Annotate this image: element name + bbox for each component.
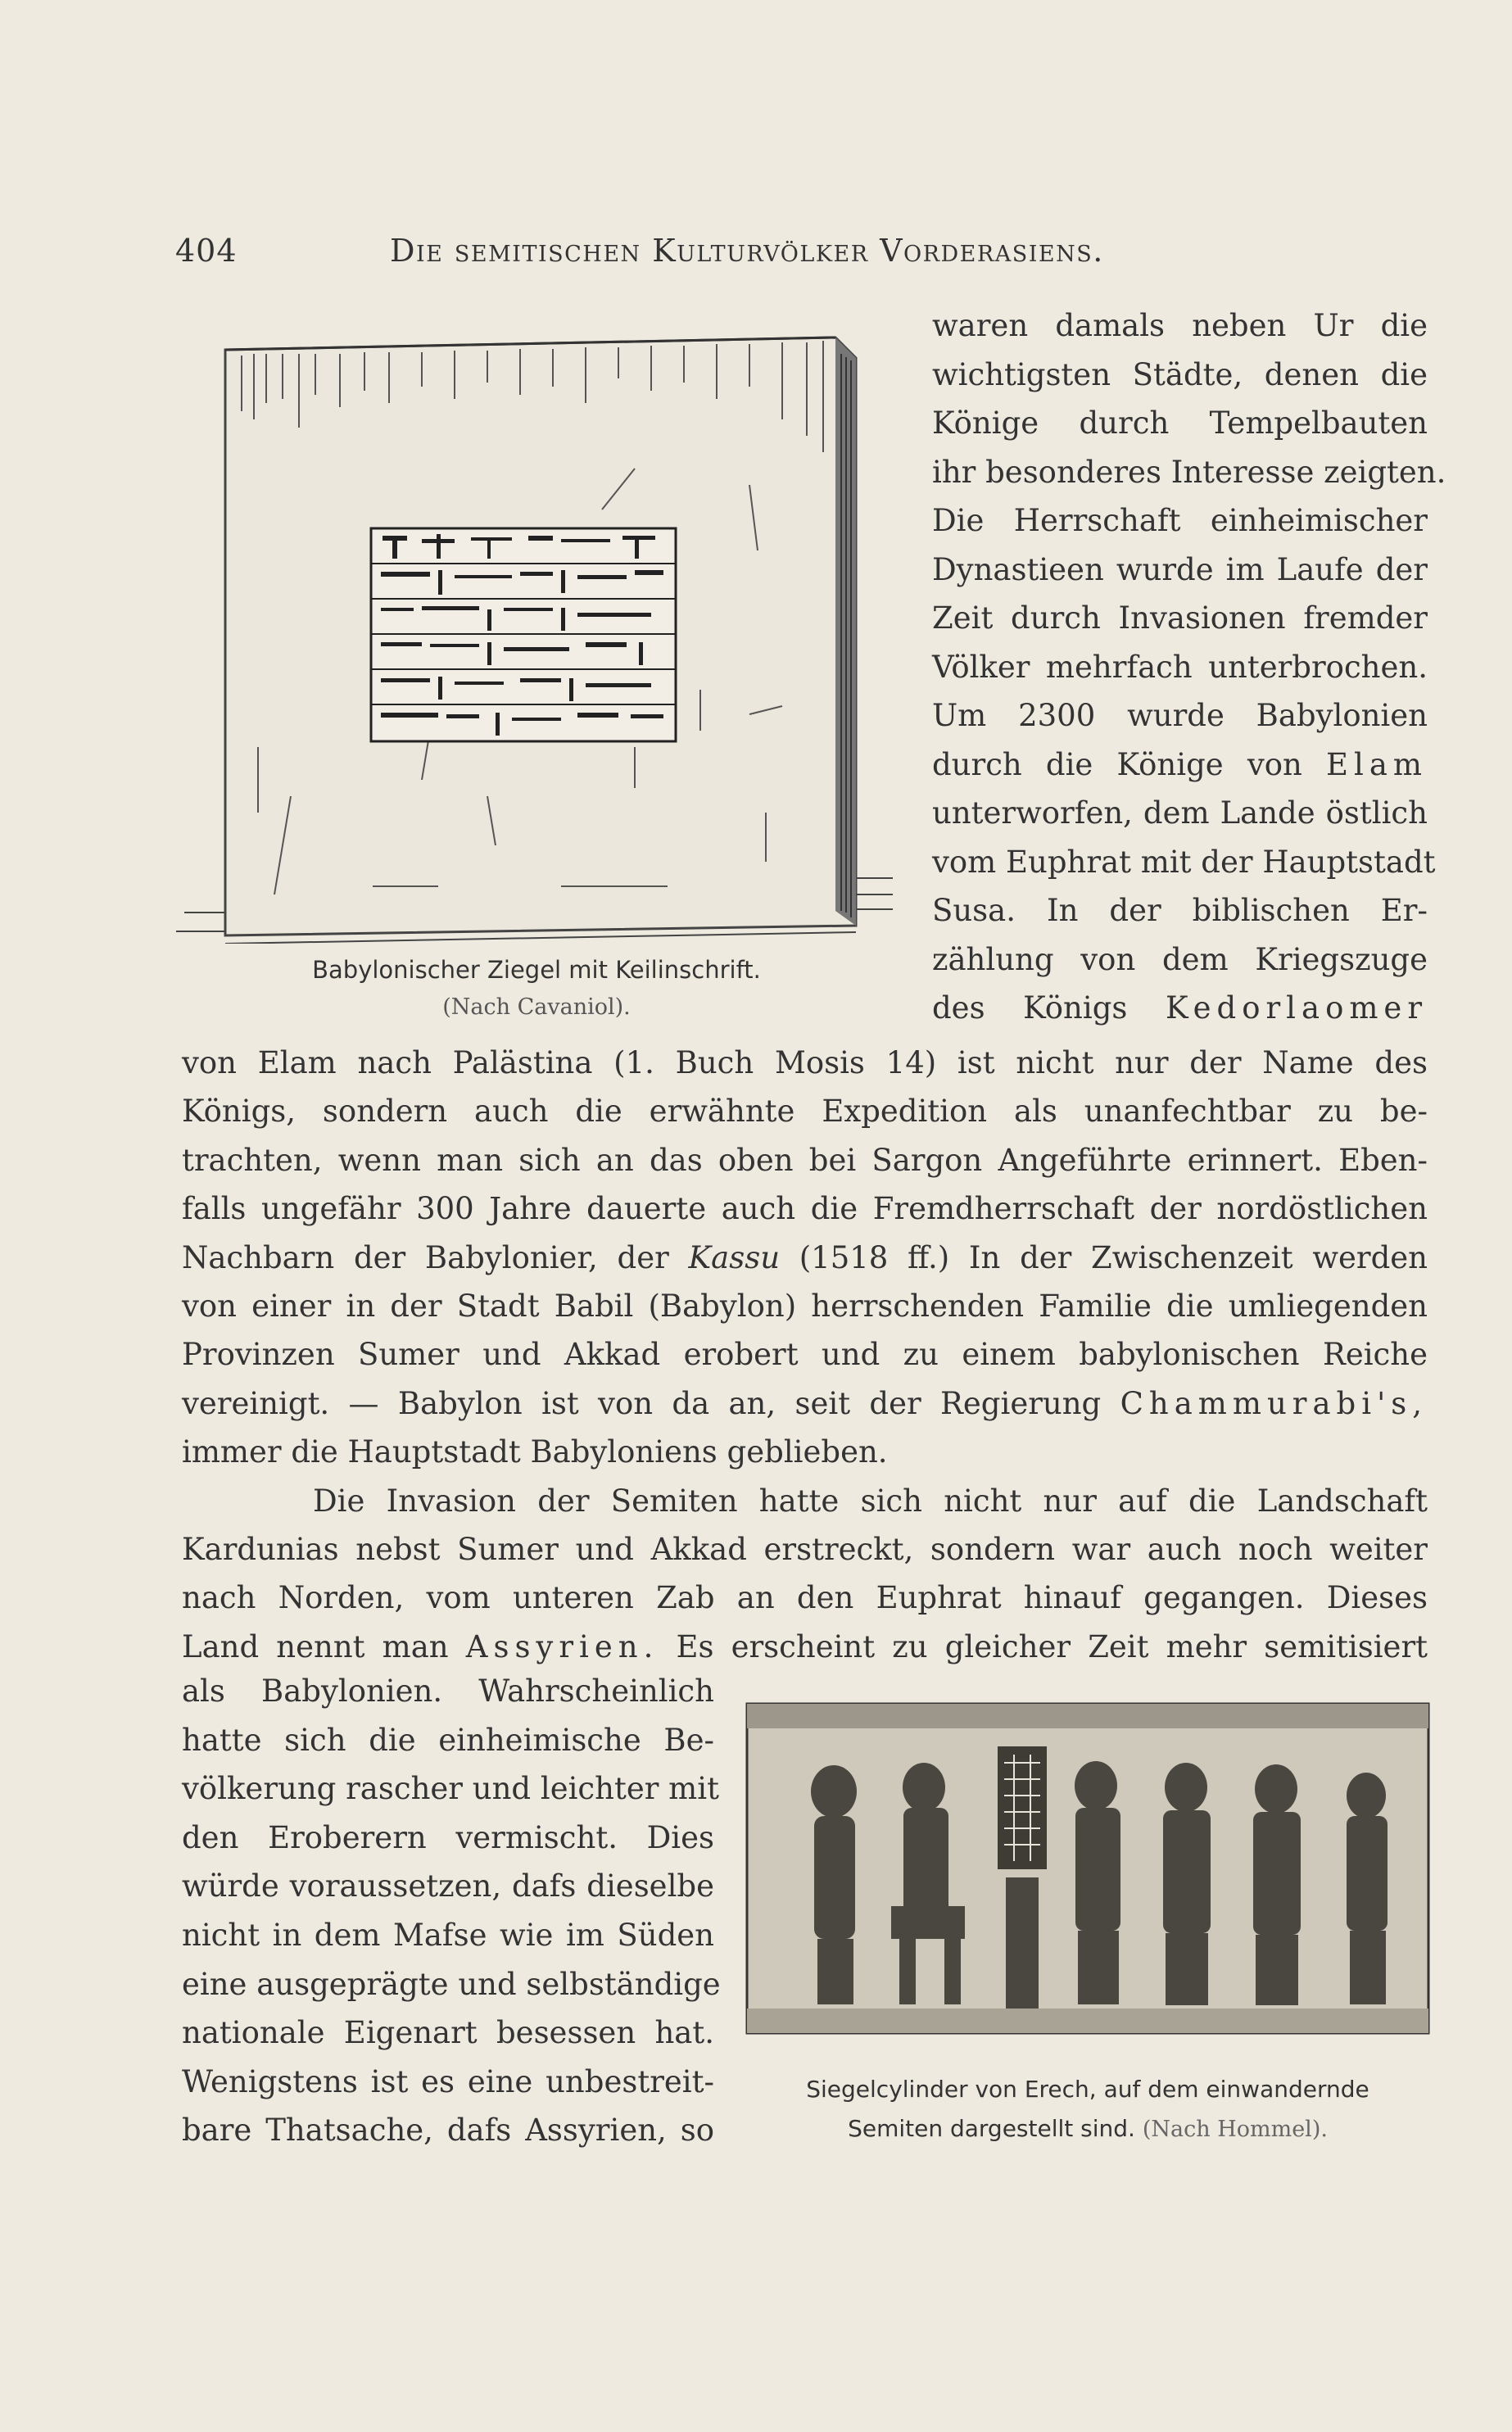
text-line: Wenigstens ist es eine unbestreit-	[182, 2063, 714, 2099]
text-line: von einer in der Stadt Babil (Babylon) herrschenden Familie die umliegenden	[182, 1288, 1428, 1324]
text-line: Die Herrschaft einheimischer	[932, 503, 1428, 538]
text-line: nach Norden, vom unteren Zab an den Euphrat hinauf gegangen. Dieses	[182, 1580, 1428, 1616]
text-line: vom Euphrat mit der Hauptstadt	[932, 844, 1436, 880]
text-line: ihr besonderes Interesse zeigten.	[932, 454, 1446, 490]
text-line: völkerung rascher und leichter mit	[182, 1771, 719, 1807]
figure-seal-cylinder	[744, 1697, 1432, 2156]
text-line: den Eroberern vermischt. Dies	[182, 1819, 714, 1855]
name-kassu: Kassu	[688, 1239, 781, 1275]
running-title: Die semitischen Kulturvölker Vorderasiens.	[390, 233, 1104, 269]
text-line: Dynastieen wurde im Laufe der	[932, 551, 1428, 587]
text-line	[932, 740, 1428, 790]
text-line: nicht in dem Mafse wie im Süden	[182, 1917, 714, 1953]
text-line: trachten, wenn man sich an das oben bei Sargon Angeführte erinnert. Eben-	[182, 1142, 1428, 1178]
text-line: hatte sich die einheimische Be-	[182, 1722, 714, 1758]
text-line	[182, 1379, 1428, 1428]
text-column-left	[182, 1667, 721, 2155]
text-fragment: Es erscheint zu gleicher Zeit mehr semitisiert	[676, 1628, 1428, 1664]
text-line	[182, 1623, 1428, 1671]
text-line	[932, 984, 1428, 1033]
text-line: Um 2300 wurde Babylonien	[932, 698, 1428, 733]
text-line: Kardunias nebst Sumer und Akkad erstreckt, sondern war auch noch weiter	[182, 1531, 1428, 1567]
text-fragment: des Königs	[932, 990, 1128, 1026]
seal-illustration	[744, 1697, 1432, 2041]
text-line: Zeit durch Invasionen fremder	[932, 600, 1428, 636]
text-line: Völker mehrfach unterbrochen.	[932, 649, 1428, 685]
text-fragment: durch die Könige von	[932, 746, 1302, 782]
name-chammurabi: Chammurabi's,	[1120, 1385, 1428, 1421]
brick-illustration	[176, 321, 897, 944]
text-line: zählung von dem Kriegszuge	[932, 941, 1428, 977]
text-fragment: vereinigt. — Babylon ist von da an, seit der Regierung	[182, 1385, 1102, 1421]
paragraph-start: Die Invasion der Semiten hatte sich nicht nur auf die Landschaft	[313, 1483, 1428, 1519]
text-line: Könige durch Tempelbauten	[932, 405, 1428, 441]
text-line: nationale Eigenart besessen hat.	[182, 2015, 714, 2051]
figure-babylonian-brick	[176, 321, 897, 1020]
text-line: würde voraussetzen, dafs dieselbe	[182, 1868, 714, 1904]
text-fragment: Nachbarn der Babylonier, der	[182, 1239, 669, 1275]
text-line: immer die Hauptstadt Babyloniens geblieben.	[182, 1434, 888, 1470]
text-line: wichtigsten Städte, denen die	[932, 356, 1428, 392]
text-line: waren damals neben Ur die	[932, 308, 1428, 343]
text-fragment: Land nennt man	[182, 1628, 449, 1664]
name-elam: Elam	[1326, 746, 1428, 782]
text-line: Susa. In der biblischen Er-	[932, 893, 1428, 928]
text-line: unterworfen, dem Lande östlich	[932, 795, 1428, 831]
running-header	[175, 224, 1256, 274]
figure2-source: (Nach Hommel).	[1142, 2117, 1328, 2142]
text-line	[182, 1234, 1428, 1282]
text-line: bare Thatsache, dafs Assyrien, so	[182, 2113, 714, 2149]
text-line: Königs, sondern auch die erwähnte Expedition als unanfechtbar zu be-	[182, 1094, 1428, 1130]
figure2-caption-line1: Siegelcylinder von Erech, auf dem einwandernde	[806, 2076, 1369, 2103]
text-column-right	[932, 301, 1446, 1033]
text-block-full	[182, 1039, 1428, 1671]
name-kedorlaomer: Kedorlaomer	[1165, 990, 1428, 1026]
figure2-caption-text: Semiten dargestellt sind.	[848, 2115, 1135, 2142]
text-fragment: (1518 ff.) In der Zwischenzeit werden	[799, 1239, 1428, 1275]
text-line: von Elam nach Palästina (1. Buch Mosis 14) ist nicht nur der Name des	[182, 1045, 1428, 1080]
text-line: Provinzen Sumer und Akkad erobert und zu einem babylonischen Reiche	[182, 1337, 1428, 1373]
figure2-caption-line2	[744, 2115, 1432, 2142]
page-number: 404	[175, 233, 238, 269]
text-line: falls ungefähr 300 Jahre dauerte auch die Fremdherrschaft der nordöstlichen	[182, 1191, 1428, 1227]
name-assyrien: Assyrien.	[465, 1628, 659, 1664]
text-line: eine ausgeprägte und selbständige	[182, 1966, 721, 2002]
figure1-source: (Nach Cavaniol).	[442, 994, 631, 1020]
text-line: als Babylonien. Wahrscheinlich	[182, 1673, 714, 1709]
figure1-caption: Babylonischer Ziegel mit Keilinschrift.	[312, 956, 761, 984]
